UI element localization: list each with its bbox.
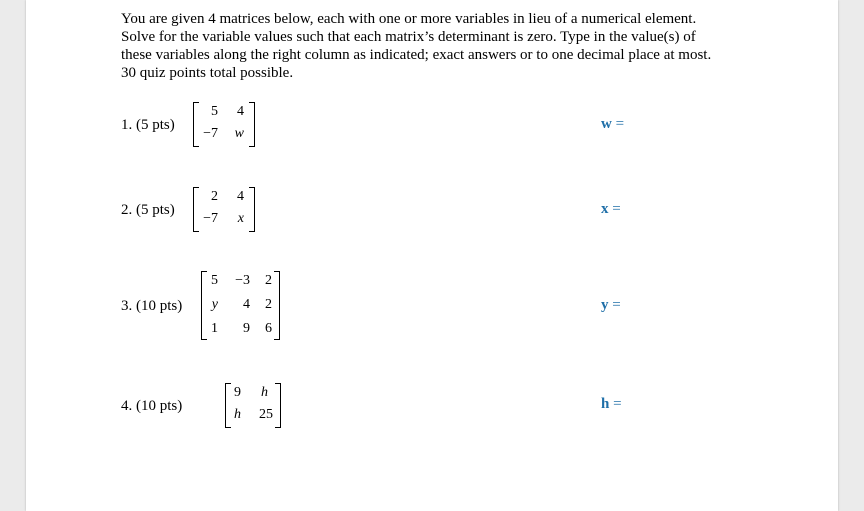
matrix-cell: 5 bbox=[211, 104, 218, 119]
answer-w[interactable] bbox=[601, 116, 624, 133]
matrix-3x3 bbox=[201, 271, 280, 340]
instructions-line: You are given 4 matrices below, each with one or more variables in lieu of a numerical element. bbox=[121, 11, 697, 27]
answer-y[interactable] bbox=[601, 297, 621, 314]
answer-variable: h bbox=[601, 396, 610, 412]
answer-equals: = bbox=[612, 297, 621, 313]
matrix-cell: −7 bbox=[203, 126, 218, 141]
answer-variable: x bbox=[601, 201, 609, 217]
answer-h[interactable] bbox=[601, 396, 622, 413]
matrix-cell: −3 bbox=[235, 273, 250, 288]
instructions-paragraph bbox=[121, 10, 761, 82]
answer-equals: = bbox=[612, 201, 621, 217]
matrix-cell: 4 bbox=[237, 189, 244, 204]
document-page bbox=[26, 0, 838, 511]
matrix-cell: 2 bbox=[265, 273, 272, 288]
instructions-line: 30 quiz points total possible. bbox=[121, 65, 294, 81]
matrix-2x2 bbox=[225, 383, 281, 428]
matrix-2x2 bbox=[193, 102, 255, 147]
matrix-cell: −7 bbox=[203, 211, 218, 226]
matrix-cell: 1 bbox=[211, 321, 218, 336]
instructions-line: these variables along the right column as indicated; exact answers or to one decimal place at most. bbox=[121, 47, 712, 63]
instructions-line: Solve for the variable values such that each matrix’s determinant is zero. Type in the value(s) of bbox=[121, 29, 696, 45]
matrix-cell: 5 bbox=[211, 273, 218, 288]
answer-equals: = bbox=[615, 116, 625, 132]
matrix-cell-variable: w bbox=[234, 126, 244, 141]
matrix-cell: 4 bbox=[237, 104, 244, 119]
problem-label: 1. (5 pts) bbox=[121, 117, 175, 133]
matrix-cell-variable: h bbox=[234, 407, 241, 422]
answer-variable: y bbox=[601, 297, 609, 313]
matrix-cell: 2 bbox=[211, 189, 218, 204]
answer-x[interactable] bbox=[601, 201, 621, 218]
matrix-cell-variable: h bbox=[261, 385, 268, 400]
matrix-2x2 bbox=[193, 187, 255, 232]
matrix-cell: 4 bbox=[243, 297, 250, 312]
answer-variable: w bbox=[601, 116, 612, 132]
matrix-cell-variable: x bbox=[237, 211, 244, 226]
matrix-cell: 25 bbox=[259, 407, 273, 422]
matrix-cell: 2 bbox=[265, 297, 272, 312]
matrix-cell: 9 bbox=[234, 385, 241, 400]
matrix-cell: 9 bbox=[243, 321, 250, 336]
matrix-cell-variable: y bbox=[211, 297, 218, 312]
problem-label: 2. (5 pts) bbox=[121, 202, 175, 218]
matrix-cell: 6 bbox=[265, 321, 272, 336]
answer-equals: = bbox=[613, 396, 622, 412]
problem-label: 4. (10 pts) bbox=[121, 398, 183, 414]
problem-label: 3. (10 pts) bbox=[121, 298, 183, 314]
